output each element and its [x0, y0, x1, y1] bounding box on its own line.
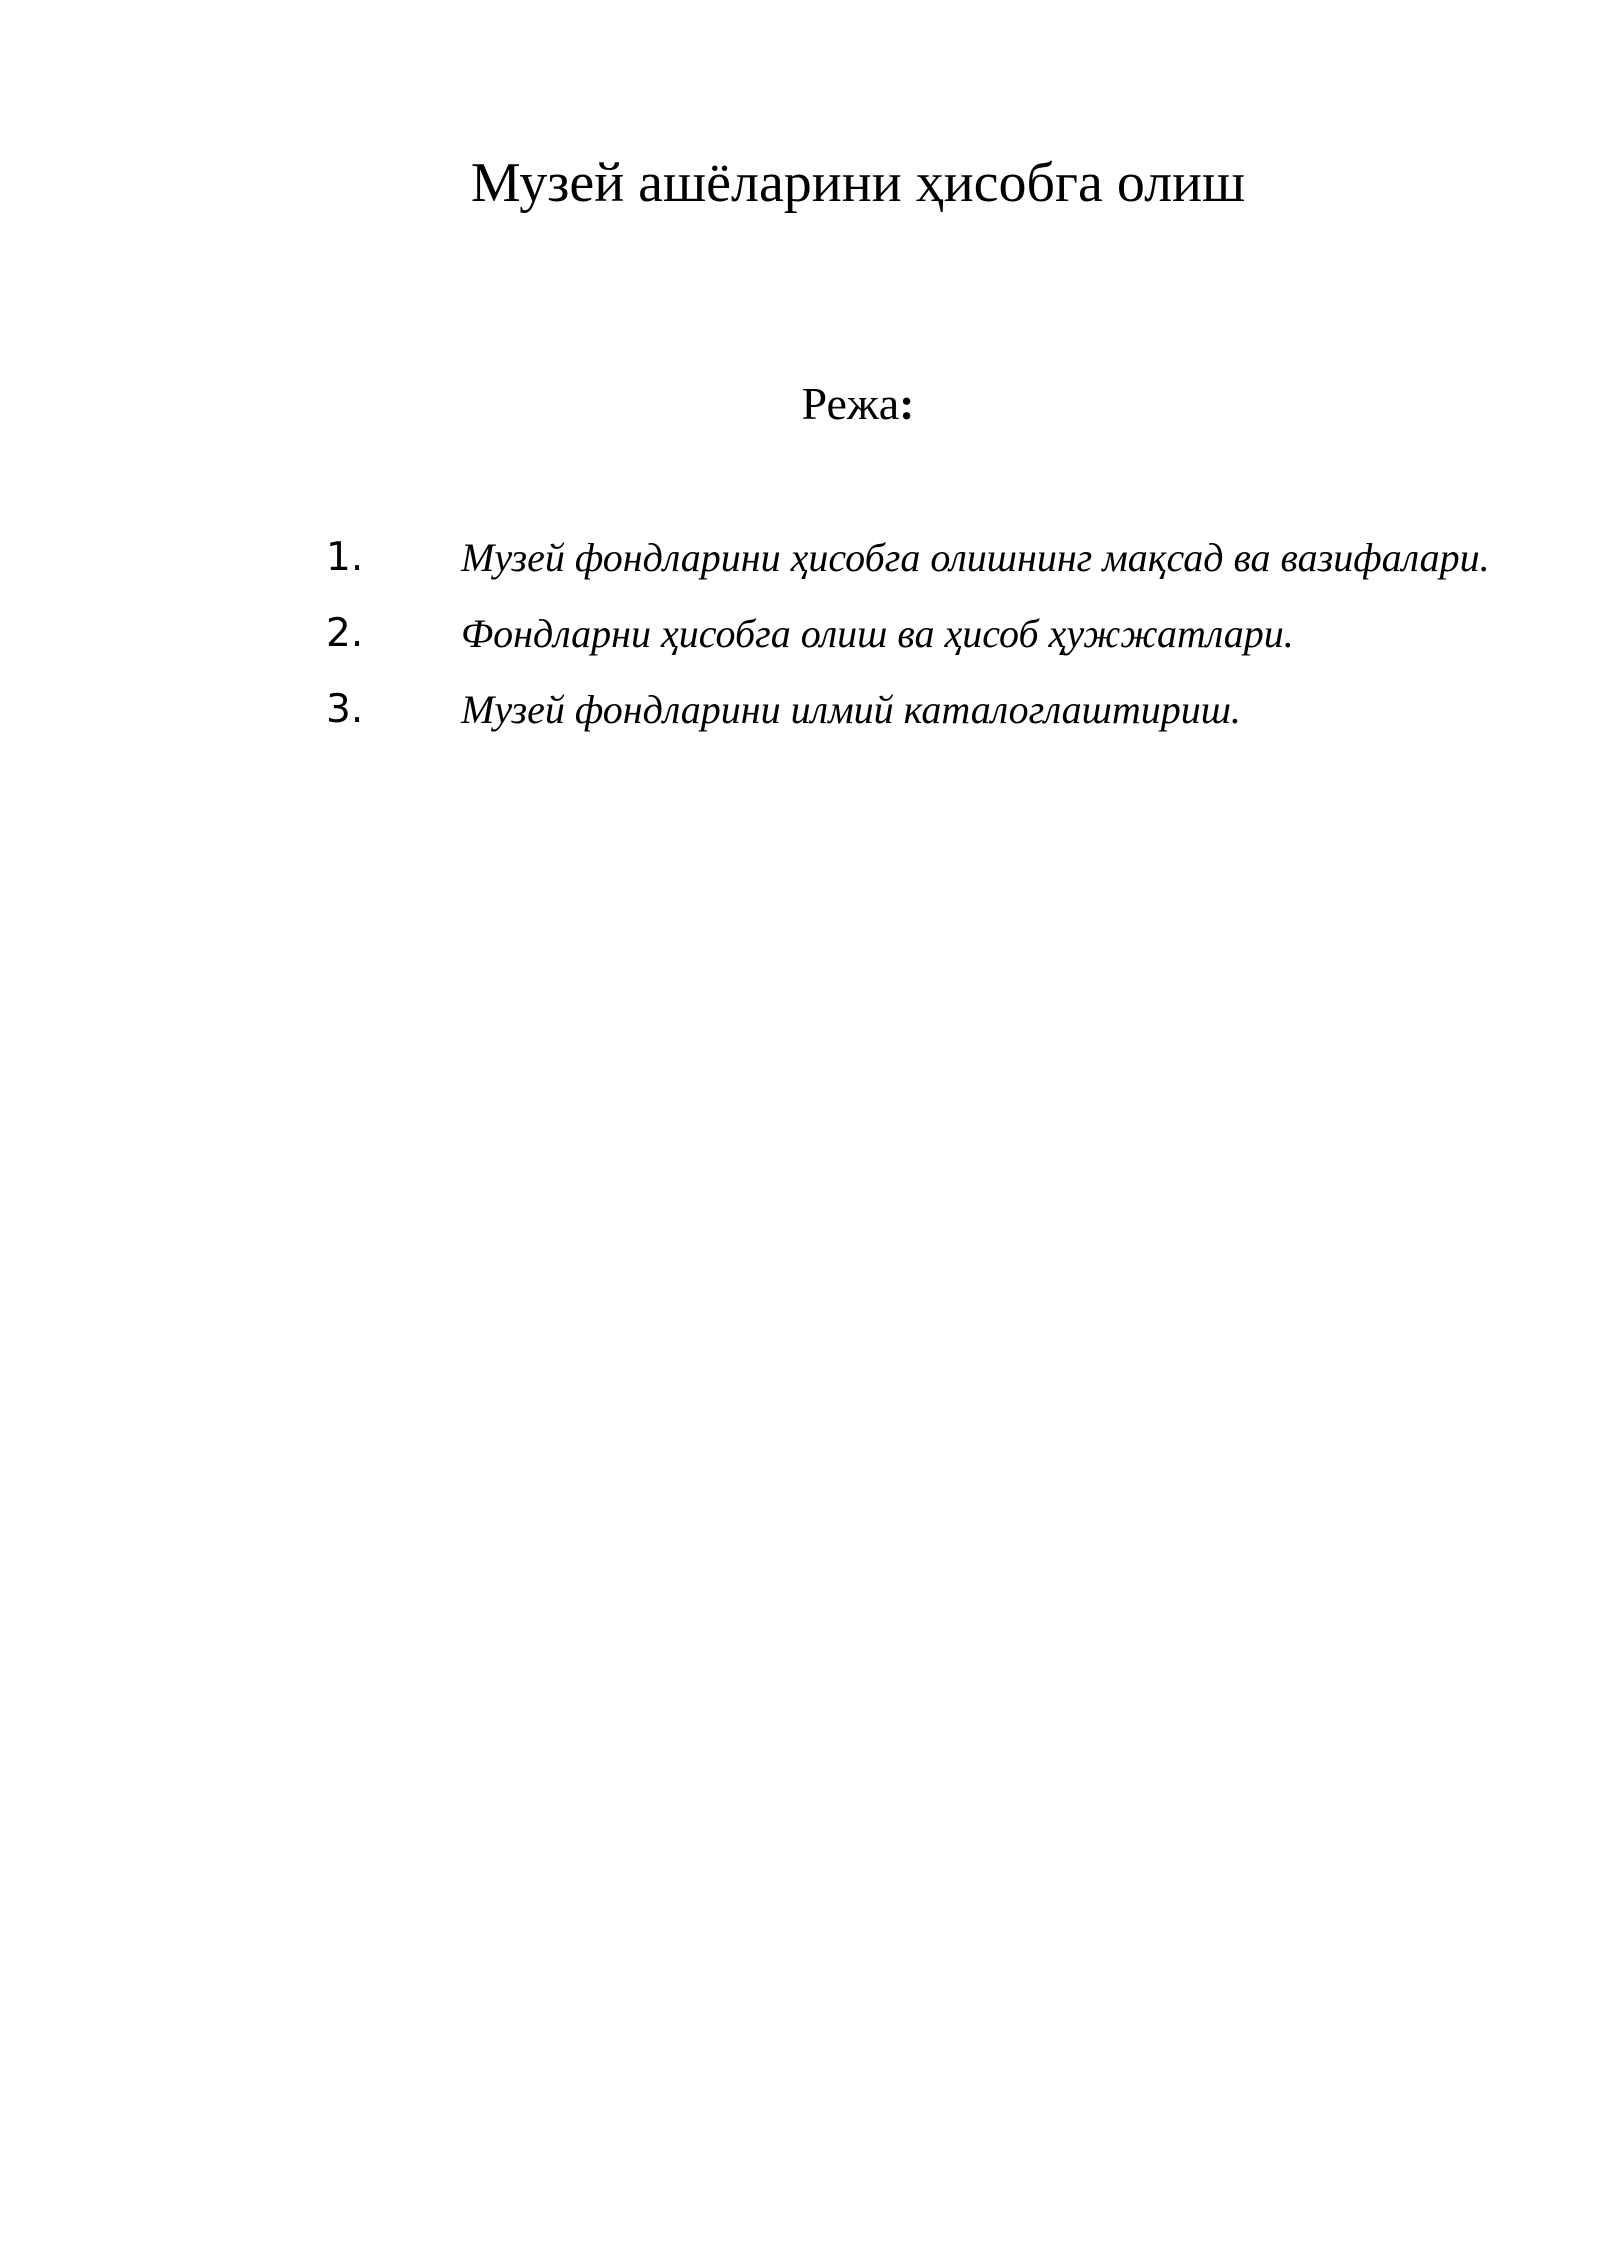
plan-item-number: 1. [326, 535, 364, 580]
plan-item-1 [326, 520, 1490, 596]
plan-item-text: Музей фондларини илмий каталоглаштириш. [461, 687, 1241, 732]
document-title: Музей ашёларини ҳисобга олиш [470, 152, 1246, 214]
plan-item-number: 3. [326, 687, 364, 732]
plan-list [326, 520, 1490, 748]
plan-item-number: 2. [326, 611, 364, 656]
plan-item-2 [326, 596, 1490, 672]
plan-item-text: Фондларни ҳисобга олиш ва ҳисоб ҳужжатлари. [461, 611, 1294, 656]
plan-heading [0, 376, 1600, 431]
plan-heading-text: Режа [801, 378, 900, 429]
plan-heading-colon: : [899, 378, 915, 429]
plan-item-text: Музей фондларини ҳисобга олишнинг мақсад ва вазифалари. [461, 535, 1490, 580]
plan-item-3 [326, 672, 1490, 748]
